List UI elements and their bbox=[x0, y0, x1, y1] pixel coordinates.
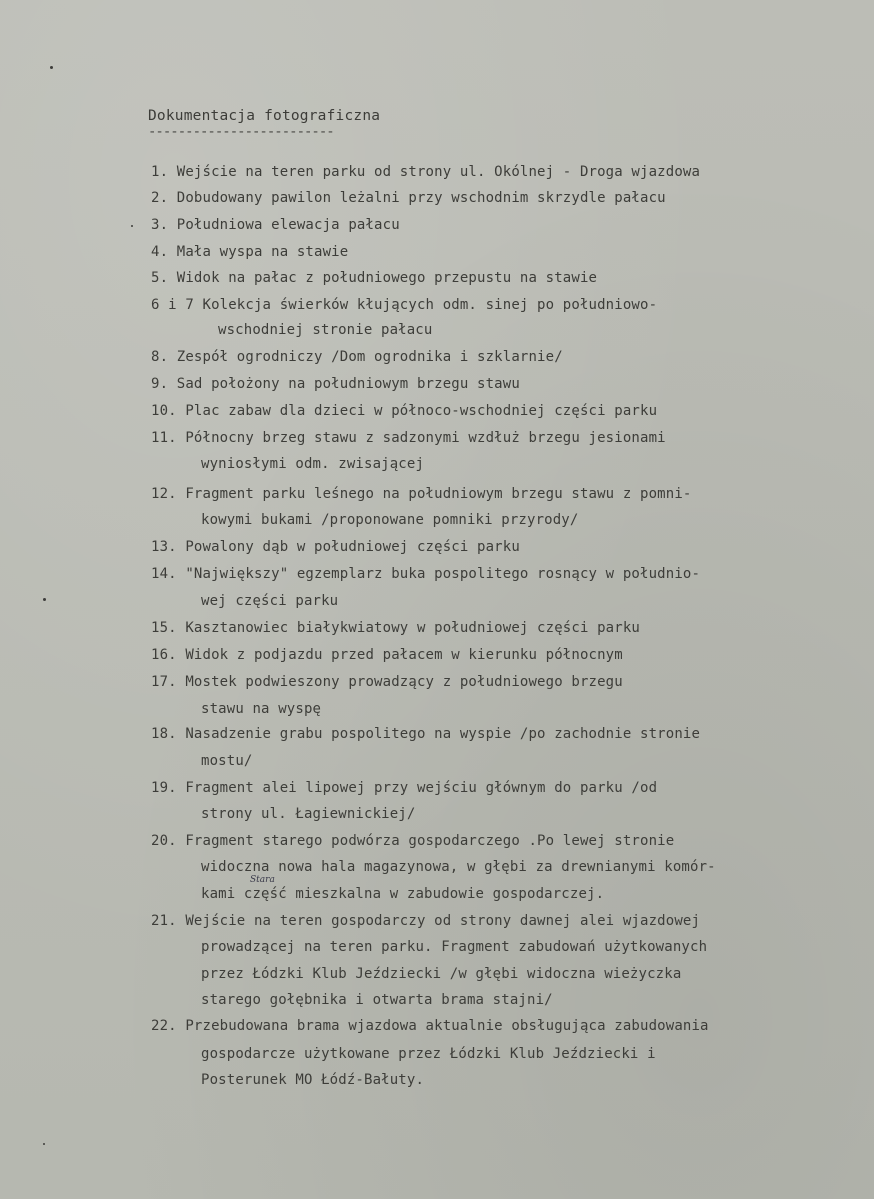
list-item-8 bbox=[151, 349, 563, 365]
item-text-continuation: starego gołębnika i otwarta brama stajni/ bbox=[201, 992, 553, 1008]
list-item-22 bbox=[151, 1018, 709, 1034]
item-number: 10. bbox=[151, 403, 186, 419]
item-number: 2. bbox=[151, 190, 177, 206]
item-text: Kasztanowiec białykwiatowy w południowej części parku bbox=[185, 620, 640, 636]
item-number: 20. bbox=[151, 833, 186, 849]
item-text-continuation: Posterunek MO Łódź-Bałuty. bbox=[201, 1072, 425, 1088]
item-number: 1. bbox=[151, 164, 177, 180]
list-item-9 bbox=[151, 376, 520, 392]
item-text-continuation: prowadzącej na teren parku. Fragment zabudowań użytkowanych bbox=[201, 939, 708, 955]
item-text: Widok na pałac z południowego przepustu na stawie bbox=[176, 270, 598, 286]
item-text-continuation: kowymi bukami /proponowane pomniki przyrody/ bbox=[201, 512, 579, 528]
item-text-continuation: wschodniej stronie pałacu bbox=[218, 322, 433, 338]
item-text: Widok z podjazdu przed pałacem w kierunku północnym bbox=[185, 647, 623, 663]
item-number: 8. bbox=[151, 349, 177, 365]
paper-speck bbox=[43, 1143, 45, 1145]
item-text: Mała wyspa na stawie bbox=[176, 244, 349, 260]
item-text-continuation: przez Łódzki Klub Jeździecki /w głębi widoczna wieżyczka bbox=[201, 966, 682, 982]
item-text: Fragment alei lipowej przy wejściu głównym do parku /od bbox=[185, 780, 658, 796]
list-item-18 bbox=[151, 726, 700, 742]
item-text-continuation: stawu na wyspę bbox=[201, 701, 322, 717]
list-item-2 bbox=[151, 190, 666, 206]
title-underline: ------------------------- bbox=[148, 124, 334, 140]
item-text-continuation: gospodarcze użytkowane przez Łódzki Klub Jeździecki i bbox=[201, 1046, 656, 1062]
item-text: Nasadzenie grabu pospolitego na wyspie /po zachodnie stronie bbox=[185, 726, 701, 742]
item-number: 13. bbox=[151, 539, 186, 555]
item-text: Mostek podwieszony prowadzący z południowego brzegu bbox=[185, 674, 623, 690]
item-text: Zespół ogrodniczy /Dom ogrodnika i szklarnie/ bbox=[176, 349, 563, 365]
item-number: 22. bbox=[151, 1018, 186, 1034]
item-text-continuation: mostu/ bbox=[201, 753, 253, 769]
list-item-16 bbox=[151, 647, 623, 663]
item-text: Sad położony na południowym brzegu stawu bbox=[176, 376, 520, 392]
list-item-13 bbox=[151, 539, 520, 555]
list-item-5 bbox=[151, 270, 597, 286]
item-text: Powalony dąb w południowej części parku bbox=[185, 539, 520, 555]
list-item-20 bbox=[151, 833, 674, 849]
item-text-continuation: widoczna nowa hala magazynowa, w głębi za drewnianymi komór- bbox=[201, 859, 716, 875]
list-item-12 bbox=[151, 486, 691, 502]
item-number: 15. bbox=[151, 620, 186, 636]
list-item-4 bbox=[151, 244, 348, 260]
list-item-14 bbox=[151, 566, 700, 582]
item-number: 12. bbox=[151, 486, 186, 502]
item-text: Fragment starego podwórza gospodarczego .Po lewej stronie bbox=[185, 833, 675, 849]
item-number: 14. bbox=[151, 566, 186, 582]
item-number: 6 i 7 bbox=[151, 297, 203, 313]
item-text: Dobudowany pawilon leżalni przy wschodnim skrzydle pałacu bbox=[176, 190, 666, 206]
item-text: Fragment parku leśnego na południowym brzegu stawu z pomni- bbox=[185, 486, 692, 502]
item-number: 16. bbox=[151, 647, 186, 663]
item-text: Wejście na teren parku od strony ul. Okólnej - Droga wjazdowa bbox=[176, 164, 701, 180]
paper-speck bbox=[131, 225, 133, 227]
item-number: 11. bbox=[151, 430, 186, 446]
item-text: "Największy" egzemplarz buka pospolitego rosnący w południo- bbox=[185, 566, 701, 582]
list-item-3 bbox=[151, 217, 400, 233]
item-number: 19. bbox=[151, 780, 186, 796]
item-text-continuation: wej części parku bbox=[201, 593, 339, 609]
item-text: Kolekcja świerków kłujących odm. sinej po południowo- bbox=[202, 297, 658, 313]
list-item-19 bbox=[151, 780, 657, 796]
list-item-10 bbox=[151, 403, 657, 419]
list-item-6-7 bbox=[151, 297, 657, 313]
item-text-continuation: kami część mieszkalna w zabudowie gospodarczej. bbox=[201, 886, 605, 902]
paper-speck bbox=[50, 66, 53, 69]
item-text: Przebudowana brama wjazdowa aktualnie obsługująca zabudowania bbox=[185, 1018, 709, 1034]
item-number: 18. bbox=[151, 726, 186, 742]
list-item-1 bbox=[151, 164, 700, 180]
item-number: 17. bbox=[151, 674, 186, 690]
item-text: Plac zabaw dla dzieci w północo-wschodniej części parku bbox=[185, 403, 658, 419]
item-text-continuation: strony ul. Łagiewnickiej/ bbox=[201, 806, 416, 822]
list-item-21 bbox=[151, 913, 700, 929]
item-number: 5. bbox=[151, 270, 177, 286]
item-text-continuation: wyniosłymi odm. zwisającej bbox=[201, 456, 425, 472]
item-text: Wejście na teren gospodarczy od strony dawnej alei wjazdowej bbox=[185, 913, 701, 929]
document-title: Dokumentacja fotograficzna bbox=[148, 108, 381, 124]
item-number: 21. bbox=[151, 913, 186, 929]
list-item-11 bbox=[151, 430, 666, 446]
item-number: 3. bbox=[151, 217, 177, 233]
item-text: Południowa elewacja pałacu bbox=[176, 217, 400, 233]
list-item-15 bbox=[151, 620, 640, 636]
item-number: 4. bbox=[151, 244, 177, 260]
item-number: 9. bbox=[151, 376, 177, 392]
item-text: Północny brzeg stawu z sadzonymi wzdłuż brzegu jesionami bbox=[185, 430, 666, 446]
paper-speck bbox=[43, 598, 46, 601]
handwritten-note: Stara bbox=[250, 875, 275, 885]
list-item-17 bbox=[151, 674, 623, 690]
